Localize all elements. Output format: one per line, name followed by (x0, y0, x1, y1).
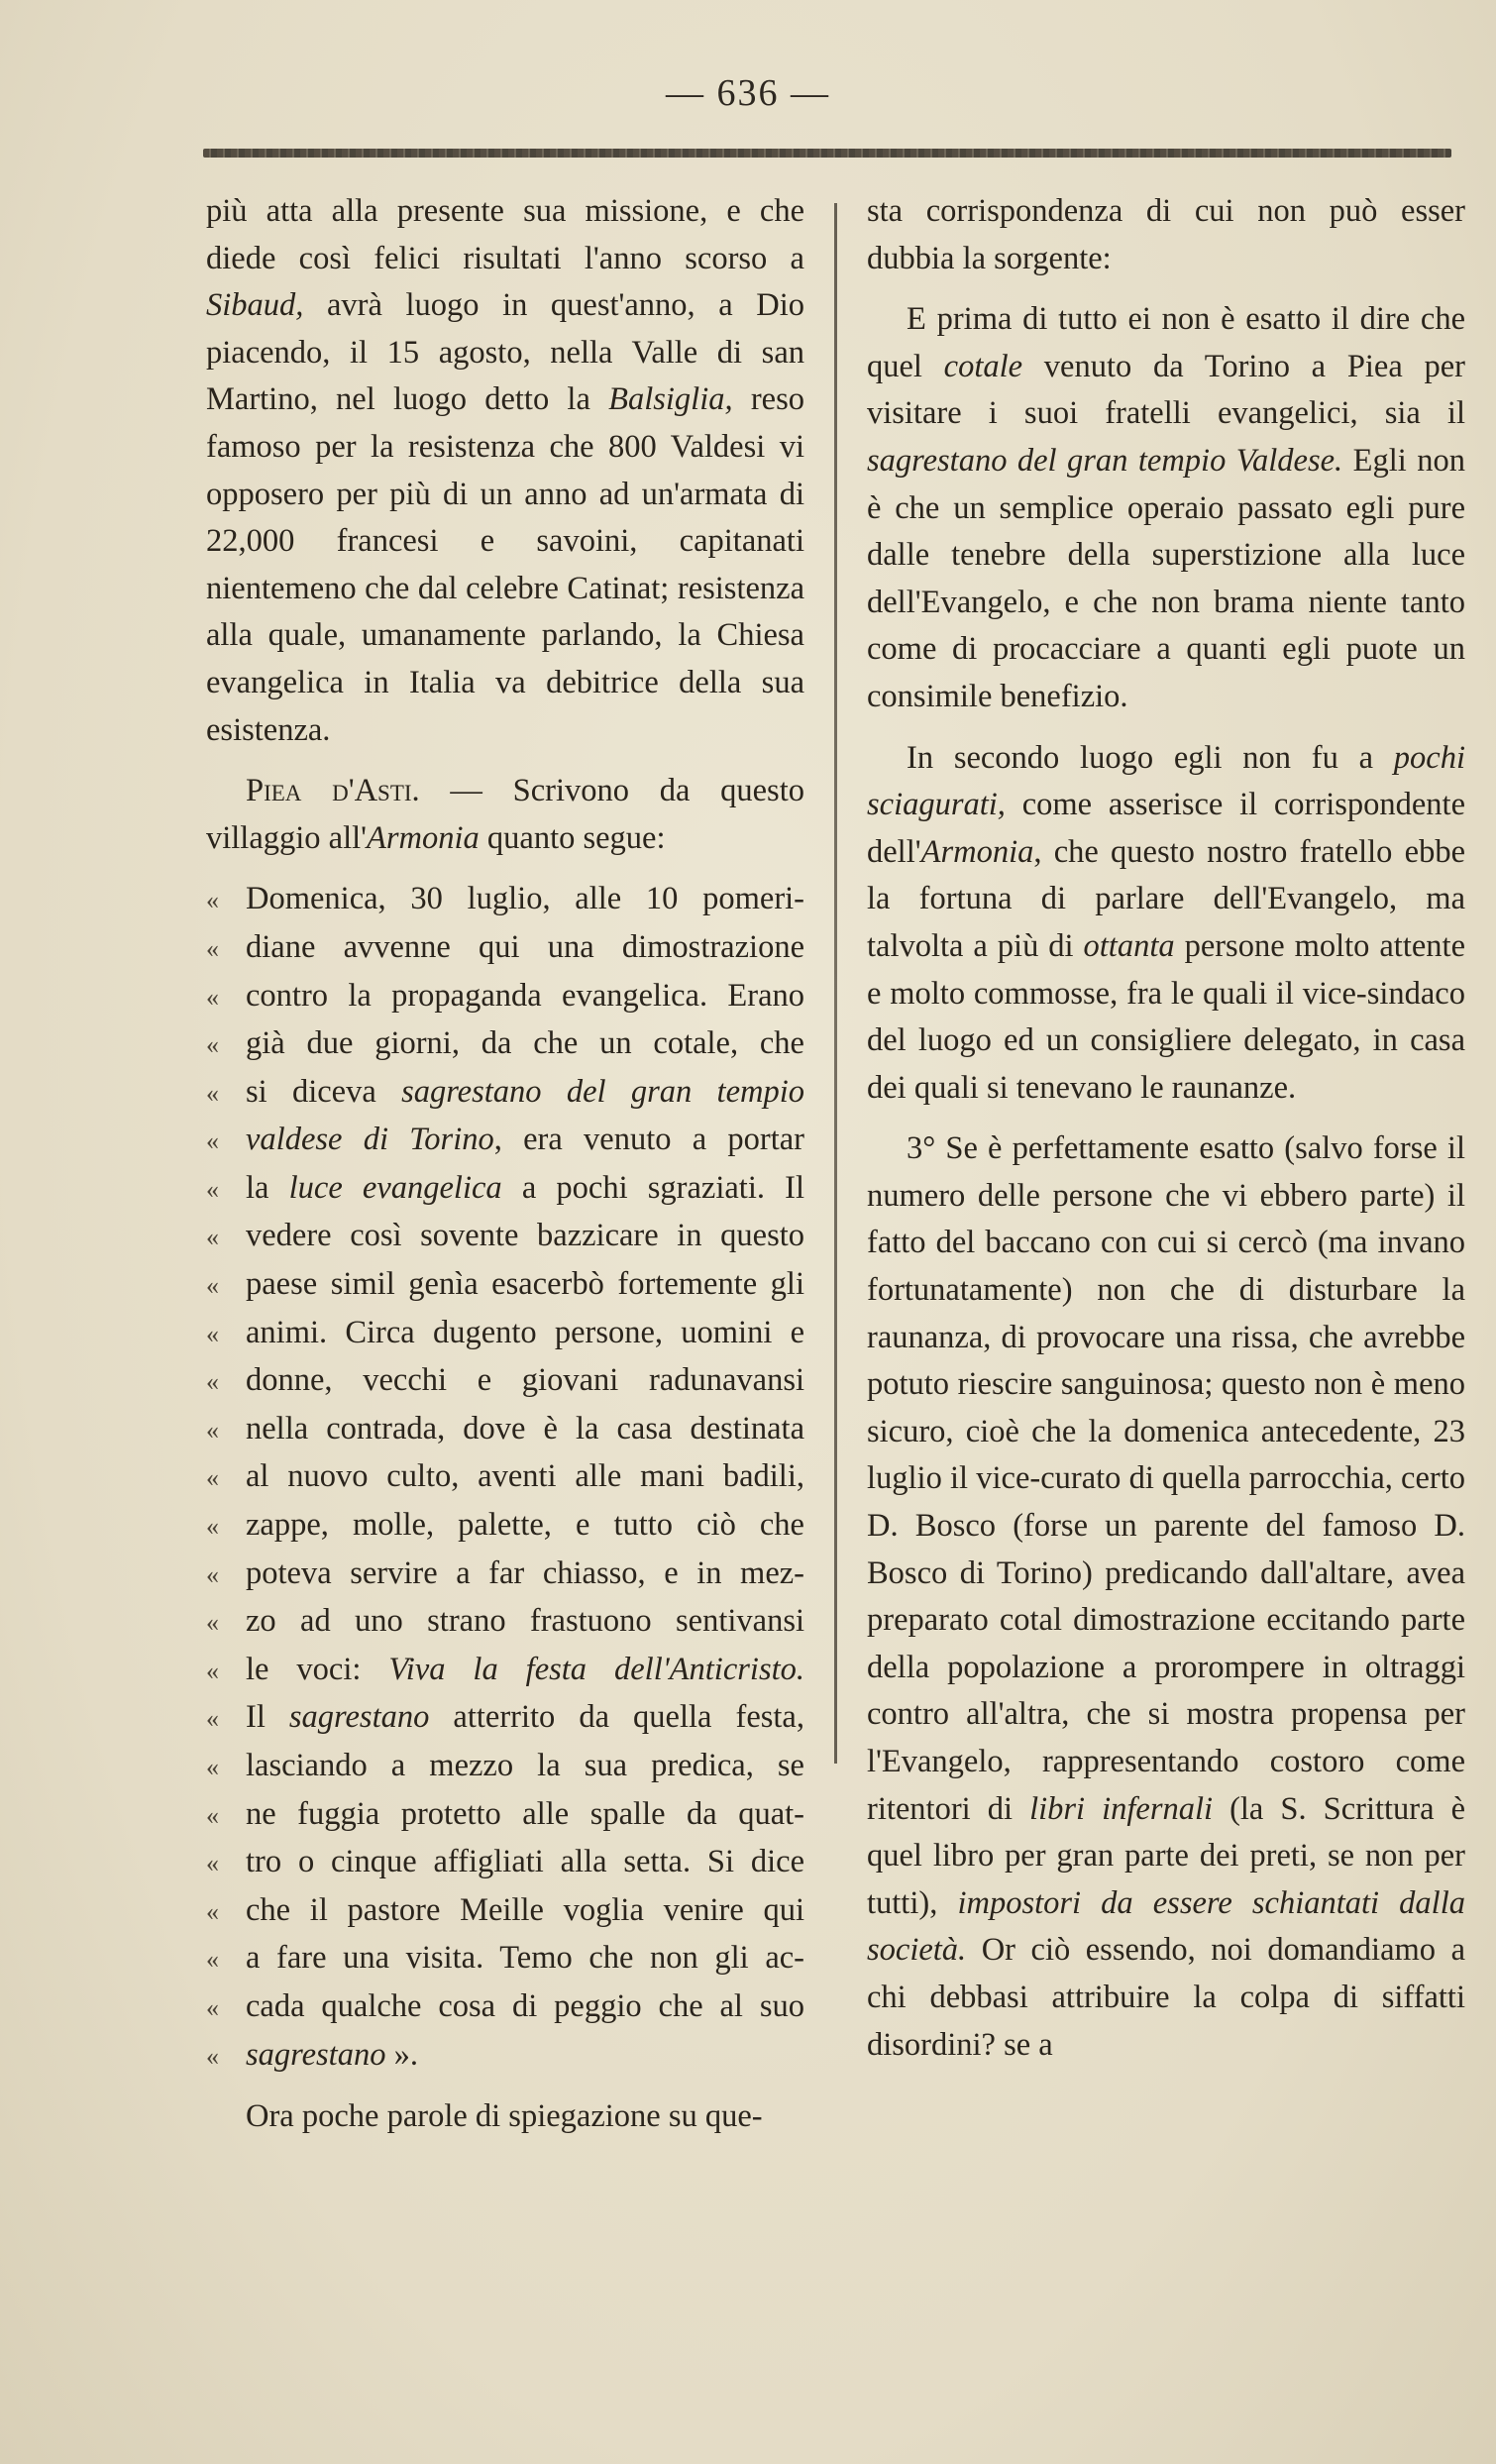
text-run: come asserisce il corrispondente dell' (867, 787, 1465, 870)
italic-text: Viva la festa dell'Anticristo. (388, 1651, 804, 1687)
quote-mark: « (206, 1656, 219, 1685)
quote-line (206, 1261, 804, 1310)
paragraph (867, 188, 1465, 282)
place-heading: Piea d'Asti. (246, 773, 420, 809)
quote-mark: « (206, 1030, 219, 1060)
quote-text (246, 1598, 804, 1646)
quote-mark: « (206, 1992, 219, 2022)
text-run: le voci: (246, 1651, 389, 1687)
quote-text (246, 1020, 804, 1068)
quote-text (246, 1887, 804, 1935)
italic-text: Balsiglia, (608, 381, 733, 418)
text-run: ne fuggia protetto alle spalle da quat- (246, 1795, 804, 1832)
text-run: nella contrada, dove è la casa destinata (246, 1410, 804, 1446)
quote-mark: « (206, 1704, 219, 1734)
quote-line (206, 1406, 804, 1454)
quote-text (246, 1069, 804, 1117)
quote-line (206, 1743, 804, 1791)
text-run: quanto segue: (479, 819, 666, 856)
quote-line (206, 2032, 804, 2081)
quote-line (206, 1165, 804, 1214)
text-run: Or ciò essendo, noi domandiamo a chi debbasi attribuire la colpa di siffatti disordini? se a (867, 1932, 1465, 2063)
paragraph (867, 296, 1465, 720)
quote-text (246, 1694, 804, 1742)
italic-text: libri infernali (1029, 1790, 1214, 1827)
header-rule (203, 149, 1451, 158)
paragraph (867, 735, 1465, 1113)
quote-line (206, 1117, 804, 1165)
quote-mark: « (206, 1753, 219, 1781)
left-column (206, 188, 804, 2141)
quote-text (246, 1310, 804, 1357)
quote-mark: « (206, 2041, 219, 2071)
text-run: a fare una visita. Temo che non gli ac- (246, 1940, 804, 1977)
quote-line (206, 924, 804, 973)
quote-mark: « (206, 1223, 219, 1252)
text-run: avrà luogo in quest'anno, a Dio piacendo, il 15 agosto, nella Valle di san Martino, nel luogo detto la (206, 287, 804, 418)
quote-mark: « (206, 1415, 219, 1445)
quote-line (206, 1310, 804, 1358)
quote-text (246, 876, 804, 923)
quote-line (206, 973, 804, 1021)
italic-text: sagrestano (246, 2036, 386, 2073)
text-run: più atta alla presente sua missione, e che diede così felici risultati l'anno scorso a (206, 193, 804, 276)
text-run: zo ad uno strano frastuono sentivansi (246, 1603, 804, 1640)
text-run: , che questo nostro fratello ebbe la fortuna di parlare dell'Evangelo, ma talvolta a più di (867, 833, 1465, 964)
quote-mark: « (206, 1126, 219, 1156)
quote-text (246, 1743, 804, 1790)
text-run: venuto da Torino a Piea per visitare i suoi fratelli evangelici, sia il (867, 348, 1465, 432)
quote-mark: « (206, 933, 219, 963)
italic-text: ottanta (1083, 927, 1175, 964)
quote-mark: « (206, 1078, 219, 1108)
text-run: contro la propaganda evangelica. Erano (246, 977, 804, 1014)
text-run: sta corrispondenza di cui non può esser dubbia la sorgente: (867, 193, 1465, 276)
text-run: E prima di tutto ei non è esatto il dire che quel (867, 301, 1465, 384)
text-run: vedere così sovente bazzicare in questo (246, 1218, 804, 1254)
text-run: a pochi sgraziati. Il (501, 1169, 804, 1206)
italic-text: Armonia (920, 833, 1034, 870)
quote-line (206, 876, 804, 924)
quote-text (246, 1791, 804, 1839)
italic-text: cotale (943, 348, 1023, 384)
quote-mark: « (206, 1367, 219, 1397)
quote-line (206, 1647, 804, 1695)
text-run: Il (246, 1699, 289, 1736)
quote-line (206, 1357, 804, 1406)
text-run: donne, vecchi e giovani radunavansi (246, 1362, 804, 1399)
text-run: lasciando a mezzo la sua predica, se (246, 1748, 804, 1783)
text-run: cada qualche cosa di peggio che al suo (246, 1987, 804, 2024)
quote-mark: « (206, 1319, 219, 1348)
text-run: tro o cinque affigliati alla setta. Si dice (246, 1844, 804, 1880)
text-run: al nuovo culto, aventi alle mani badili, (246, 1458, 804, 1495)
italic-text: Armonia (367, 819, 480, 856)
quote-mark: « (206, 1849, 219, 1878)
italic-text: luce evangelica (288, 1169, 502, 1206)
page-number: — 636 — (666, 72, 830, 114)
quote-text (246, 2032, 804, 2080)
text-run: diane avvenne qui una dimostrazione (246, 928, 804, 965)
quote-mark: « (206, 1608, 219, 1638)
italic-text: sagrestano del gran tempio (401, 1073, 805, 1110)
text-run: ». (385, 2036, 418, 2073)
quote-text (246, 1551, 804, 1598)
quote-mark: « (206, 886, 219, 915)
italic-text: valdese di Torino (246, 1122, 494, 1158)
paragraph-news-heading (206, 768, 804, 862)
text-run: animi. Circa dugento persone, uomini e (246, 1314, 804, 1350)
quote-mark: « (206, 1559, 219, 1589)
quote-line (206, 1694, 804, 1743)
quote-text (246, 1357, 804, 1405)
quote-text (246, 1406, 804, 1453)
quote-line (206, 1453, 804, 1502)
italic-text: sagrestano del gran tempio Valdese. (867, 442, 1343, 479)
text-run: Ora poche parole di spiegazione su que- (246, 2098, 763, 2135)
quote-line (206, 1502, 804, 1551)
column-divider (834, 203, 837, 1764)
quote-mark: « (206, 1463, 219, 1493)
quote-mark: « (206, 1800, 219, 1830)
paragraph (206, 2093, 804, 2141)
quote-text (246, 1983, 804, 2031)
quote-text (246, 1213, 804, 1260)
quote-mark: « (206, 1945, 219, 1975)
quote-text (246, 973, 804, 1020)
text-run: Domenica, 30 luglio, alle 10 pomeri- (246, 881, 804, 917)
italic-text: sagrestano (288, 1699, 430, 1736)
quote-line (206, 1839, 804, 1887)
quote-line (206, 1598, 804, 1647)
quote-line (206, 1069, 804, 1118)
quote-line (206, 1887, 804, 1936)
quote-text (246, 924, 804, 972)
quote-mark: « (206, 1271, 219, 1301)
quote-text (246, 1935, 804, 1982)
text-run: (la S. Scrittura è quel libro per gran parte dei preti, se non per tutti), (867, 1790, 1466, 1921)
quote-text (246, 1165, 804, 1213)
quote-text (246, 1261, 804, 1309)
text-run: poteva servire a far chiasso, e in mez- (246, 1554, 804, 1591)
text-run: In secondo luogo egli non fu a (907, 739, 1394, 776)
text-run: reso famoso per la resistenza che 800 Valdesi vi opposero per più di un anno ad un'armata di 22,000 francesi e savoini, capitanati nientemeno che dal celebre Catinat; resistenza alla quale, umanamente parlando, la Chiesa evangelica in Italia va debitrice della sua esistenza. (206, 381, 804, 748)
quote-text (246, 1647, 804, 1694)
quote-line (206, 1020, 804, 1069)
text-run: — Scrivono da questo villaggio all' (206, 773, 804, 856)
quote-line (206, 1791, 804, 1840)
quote-text (246, 1502, 804, 1550)
text-run: 3° Se è perfettamente esatto (salvo forse il numero delle persone che vi ebbero parte) il fatto del baccano con cui si cercò (ma invano fortunatamente) non che di disturbare la raunanza, di provocare una rissa, che avrebbe potuto riescire sanguinosa; questo non è meno sicuro, cioè che la domenica antecedente, 23 luglio il vice-curato di quella parrocchia, certo D. Bosco (forse un parente del famoso D. Bosco di Torino) predicando dall'altare, avea preparato cotal dimostrazione eccitando parte della popolazione a prorompere in oltraggi contro all'altra, che si mostra propensa per l'Evangelo, rappresentando costoro come ritentori di (867, 1130, 1465, 1827)
right-column (867, 188, 1465, 2069)
text-run: atterrito da quella festa, (429, 1699, 804, 1736)
quote-line (206, 1213, 804, 1261)
quote-mark: « (206, 1512, 219, 1542)
italic-text: impostori da essere schiantati dalla società. (867, 1884, 1465, 1969)
quote-text (246, 1117, 804, 1164)
italic-text: pochi sciagurati, (867, 739, 1465, 823)
paragraph (206, 188, 804, 754)
quote-mark: « (206, 982, 219, 1012)
text-run: paese simil genìa esacerbò fortemente gli (246, 1266, 804, 1303)
text-run: che il pastore Meille voglia venire qui (246, 1891, 804, 1928)
quote-line (206, 1551, 804, 1599)
quoted-letter (206, 876, 804, 2080)
italic-text: Sibaud, (206, 287, 304, 324)
quote-text (246, 1453, 804, 1501)
text-run: Egli non è che un semplice operaio passato egli pure dalle tenebre della superstizione alla luce dell'Evangelo, e che non brama niente tanto come di procacciare a quanti egli puote un consimile benefizio. (867, 442, 1465, 714)
text-run: zappe, molle, palette, e tutto ciò che (246, 1507, 804, 1544)
text-run: la (246, 1169, 289, 1206)
text-run: già due giorni, da che un cotale, che (246, 1025, 804, 1062)
text-run: , era venuto a portar (493, 1122, 804, 1158)
quote-line (206, 1935, 804, 1983)
quote-mark: « (206, 1896, 219, 1926)
paragraph (867, 1125, 1465, 2069)
quote-line (206, 1983, 804, 2032)
text-run: persone molto attente e molto commosse, fra le quali il vice-sindaco del luogo ed un consigliere delegato, in casa dei quali si tenevano le raunanze. (867, 927, 1465, 1106)
quote-mark: « (206, 1174, 219, 1204)
quote-text (246, 1839, 804, 1886)
text-run: si diceva (246, 1073, 402, 1110)
